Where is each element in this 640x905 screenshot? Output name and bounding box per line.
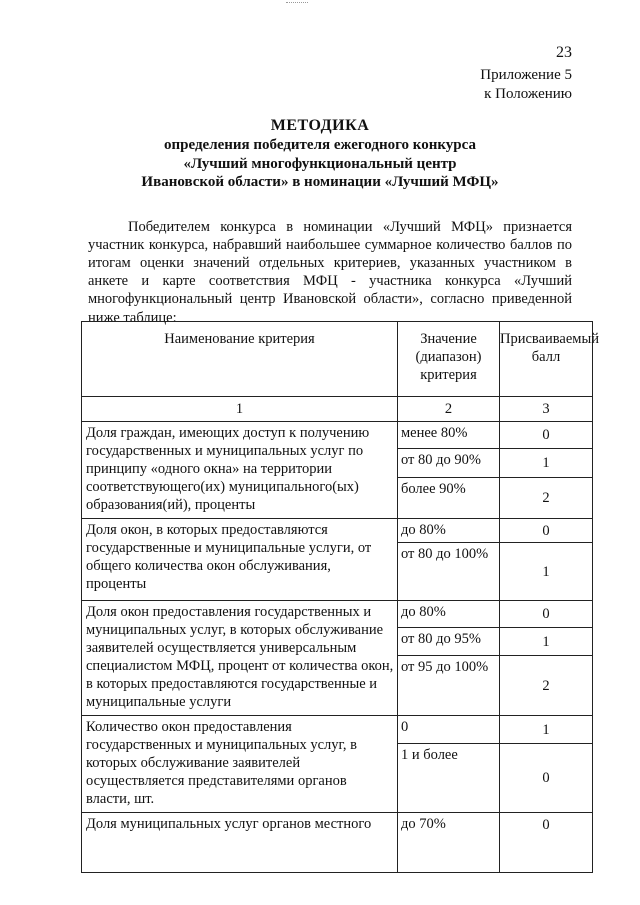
criterion-name: Доля окон предоставления государственных и муниципальных услуг, в которых обслуживание заявителей осуществляется универсальным специалистом МФЦ, процент от количества окон, в которых предоставляются государственные и муниципальные услуги [82,601,398,716]
table-row [82,716,593,744]
criterion-points: 0 [500,601,593,628]
criterion-value: до 80% [398,601,500,628]
criterion-value: от 80 до 95% [398,627,500,656]
criterion-points: 0 [500,422,593,449]
criterion-value: до 80% [398,519,500,543]
subtitle-line-3: Ивановской области» в номинации «Лучший МФЦ» [141,174,499,190]
table-row [82,422,593,449]
criterion-value: 0 [398,716,500,744]
criterion-value: от 80 до 100% [398,543,500,601]
criterion-value: 1 и более [398,744,500,813]
subtitle-line-2: «Лучший многофункциональный центр [183,155,457,172]
column-number: 2 [398,397,500,422]
criterion-name: Доля граждан, имеющих доступ к получению государственных и муниципальных услуг по принципу «одного окна» на территории соответствующего(их) муниципального(ых) образования(ий), проценты [82,422,398,519]
subtitle-line-1: определения победителя ежегодного конкурса [164,137,476,153]
criterion-points: 2 [500,656,593,716]
criterion-name: Доля муниципальных услуг органов местного [82,813,398,873]
scan-artifact [286,2,308,6]
column-number: 1 [82,397,398,422]
column-numbers-row [82,397,593,422]
criterion-points: 2 [500,477,593,518]
criterion-value: от 95 до 100% [398,656,500,716]
annex-reference [480,66,572,104]
criterion-points: 0 [500,744,593,813]
page-number: 23 [556,44,572,61]
annex-line-1: Приложение 5 [480,67,572,83]
table-row [82,813,593,873]
column-number: 3 [500,397,593,422]
criterion-value: менее 80% [398,422,500,449]
table-header-row [82,322,593,397]
criterion-points: 1 [500,627,593,656]
criterion-points: 0 [500,813,593,873]
document-title: МЕТОДИКА [270,117,370,134]
criterion-name: Доля окон, в которых предоставляются государственные и муниципальные услуги, от общего количества окон обслуживания, проценты [82,519,398,601]
criterion-value: до 70% [398,813,500,873]
criterion-name: Количество окон предоставления государственных и муниципальных услуг, в которых обслуживание заявителей осуществляется представителями органов власти, шт. [82,716,398,813]
annex-line-2: к Положению [484,86,572,102]
criterion-points: 0 [500,519,593,543]
criterion-value: от 80 до 90% [398,448,500,477]
intro-paragraph: Победителем конкурса в номинации «Лучший МФЦ» признается участник конкурса, набравший наибольшее суммарное количество баллов по итогам оценки значений отдельных критериев, указанных участником в анкете и карте соответствия МФЦ - участника конкурса «Лучший многофункциональный центр Ивановской области», согласно приведенной ниже таблице: [88,218,572,326]
header-points: Присваиваемый балл [500,322,593,397]
table-row [82,601,593,628]
document-subtitle [0,136,640,192]
criterion-points: 1 [500,716,593,744]
header-value: Значение (диапазон) критерия [398,322,500,397]
header-criterion: Наименование критерия [82,322,398,397]
criteria-table [81,321,599,873]
criterion-points: 1 [500,543,593,601]
table-row [82,519,593,543]
criterion-points: 1 [500,448,593,477]
criterion-value: более 90% [398,477,500,518]
criteria-table-wrapper [81,321,599,873]
